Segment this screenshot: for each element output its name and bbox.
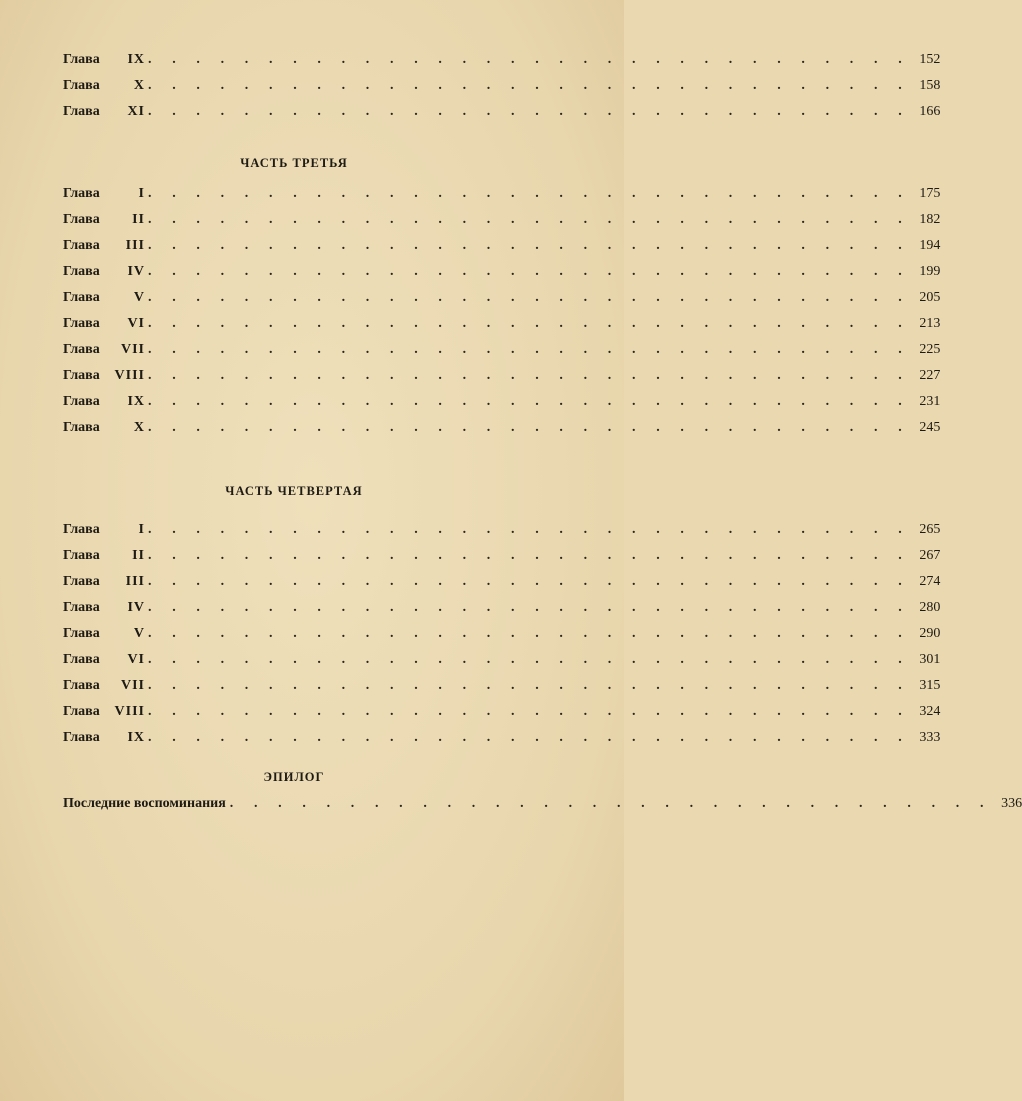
toc-entry	[63, 212, 941, 238]
chapter-number: I	[138, 186, 145, 201]
leader-dots: . . . . . . . . . . . . . . . . . . . . . . . . . . . . . . . .	[148, 264, 911, 279]
entry-label: Глава	[63, 704, 100, 719]
chapter-number: X	[133, 420, 145, 435]
toc-entry	[63, 104, 941, 130]
toc-entry	[63, 626, 941, 652]
chapter-number: VI	[127, 316, 145, 331]
table-of-contents	[63, 52, 1022, 822]
entry-label: Глава	[63, 264, 100, 279]
page-number: 175	[919, 186, 941, 201]
leader-dots: . . . . . . . . . . . . . . . . . . . . . . . . . . . . . . . .	[148, 186, 911, 201]
leader-dots: . . . . . . . . . . . . . . . . . . . . . . . . . . . . . . . .	[148, 212, 911, 227]
toc-entry	[63, 730, 941, 756]
chapter-number: IX	[127, 52, 145, 67]
page-number: 290	[919, 626, 941, 641]
leader-dots: . . . . . . . . . . . . . . . . . . . . . . . . . . . . . . . .	[148, 548, 911, 563]
toc-section-part-four	[63, 522, 941, 756]
leader-dots: . . . . . . . . . . . . . . . . . . . . . . . . . . . . . . . .	[148, 730, 911, 745]
leader-dots: . . . . . . . . . . . . . . . . . . . . . . . . . . . . . . . .	[148, 342, 911, 357]
page-number: 245	[919, 420, 941, 435]
entry-label: Глава	[63, 368, 100, 383]
toc-entry	[63, 548, 941, 574]
chapter-number: II	[132, 548, 145, 563]
entry-label: Глава	[63, 104, 100, 119]
toc-entry	[63, 394, 941, 420]
leader-dots: . . . . . . . . . . . . . . . . . . . . . . . . . . . . . . . .	[148, 574, 911, 589]
chapter-number: V	[133, 626, 145, 641]
leader-dots: . . . . . . . . . . . . . . . . . . . . . . . . . . . . . . . .	[148, 290, 911, 305]
entry-label: Глава	[63, 394, 100, 409]
toc-entry	[63, 652, 941, 678]
chapter-number: XI	[127, 104, 145, 119]
leader-dots: . . . . . . . . . . . . . . . . . . . . . . . . . . . . . . . .	[148, 394, 911, 409]
page-number: 225	[919, 342, 941, 357]
chapter-number: VI	[127, 652, 145, 667]
page-number: 231	[919, 394, 941, 409]
page-number: 265	[919, 522, 941, 537]
leader-dots: . . . . . . . . . . . . . . . . . . . . . . . . . . . . . . . .	[148, 704, 911, 719]
page-number: 274	[919, 574, 941, 589]
leader-dots: . . . . . . . . . . . . . . . . . . . . . . . . . . . . . . . .	[148, 652, 911, 667]
chapter-number: IV	[127, 264, 145, 279]
toc-entry	[63, 290, 941, 316]
toc-entry	[63, 600, 941, 626]
entry-label: Глава	[63, 212, 100, 227]
entry-label: Глава	[63, 600, 100, 615]
toc-entry	[63, 52, 941, 78]
entry-label: Глава	[63, 238, 100, 253]
page-number: 324	[919, 704, 941, 719]
chapter-number: VIII	[114, 368, 145, 383]
page-number: 267	[919, 548, 941, 563]
page-number: 152	[919, 52, 941, 67]
page-number: 194	[919, 238, 941, 253]
toc-entry	[63, 186, 941, 212]
chapter-number: III	[125, 574, 145, 589]
toc-entry	[63, 238, 941, 264]
part-three-heading: ЧАСТЬ ТРЕТЬЯ	[240, 156, 348, 170]
toc-section-continued	[63, 52, 941, 130]
page-number: 301	[919, 652, 941, 667]
entry-label: Глава	[63, 626, 100, 641]
chapter-number: IV	[127, 600, 145, 615]
entry-label: Глава	[63, 548, 100, 563]
entry-label: Глава	[63, 186, 100, 201]
page-number: 166	[919, 104, 941, 119]
chapter-number: VIII	[114, 704, 145, 719]
leader-dots: . . . . . . . . . . . . . . . . . . . . . . . . . . . . . . . .	[148, 678, 911, 693]
chapter-number: II	[132, 212, 145, 227]
chapter-number: I	[138, 522, 145, 537]
leader-dots: . . . . . . . . . . . . . . . . . . . . . . . . . . . . . . . .	[148, 52, 911, 67]
leader-dots: . . . . . . . . . . . . . . . . . . . . . . . . . . . . . . . .	[229, 796, 993, 811]
entry-label: Глава	[63, 730, 100, 745]
entry-label: Глава	[63, 574, 100, 589]
entry-label: Глава	[63, 78, 100, 93]
toc-entry	[63, 78, 941, 104]
leader-dots: . . . . . . . . . . . . . . . . . . . . . . . . . . . . . . . .	[148, 368, 911, 383]
page-number: 199	[919, 264, 941, 279]
leader-dots: . . . . . . . . . . . . . . . . . . . . . . . . . . . . . . . .	[148, 238, 911, 253]
entry-label: Глава	[63, 652, 100, 667]
leader-dots: . . . . . . . . . . . . . . . . . . . . . . . . . . . . . . . .	[148, 104, 911, 119]
entry-label: Глава	[63, 420, 100, 435]
page-number: 315	[919, 678, 941, 693]
toc-section-part-three	[63, 186, 941, 446]
toc-entry	[63, 316, 941, 342]
toc-entry	[63, 342, 941, 368]
leader-dots: . . . . . . . . . . . . . . . . . . . . . . . . . . . . . . . .	[148, 78, 911, 93]
toc-entry-epilogue	[63, 796, 1022, 822]
entry-label: Последние воспоминания	[63, 796, 226, 811]
page-number: 227	[919, 368, 941, 383]
chapter-number: IX	[127, 394, 145, 409]
toc-entry	[63, 574, 941, 600]
page-number: 158	[919, 78, 941, 93]
part-four-heading: ЧАСТЬ ЧЕТВЕРТАЯ	[225, 484, 363, 498]
leader-dots: . . . . . . . . . . . . . . . . . . . . . . . . . . . . . . . .	[148, 600, 911, 615]
entry-label: Глава	[63, 290, 100, 305]
page-number: 182	[919, 212, 941, 227]
chapter-number: III	[125, 238, 145, 253]
chapter-number: VII	[120, 678, 145, 693]
entry-label: Глава	[63, 678, 100, 693]
epilogue-heading: ЭПИЛОГ	[263, 770, 325, 784]
toc-entry	[63, 420, 941, 446]
chapter-number: X	[133, 78, 145, 93]
leader-dots: . . . . . . . . . . . . . . . . . . . . . . . . . . . . . . . .	[148, 626, 911, 641]
page-number: 336	[1001, 796, 1022, 811]
toc-entry	[63, 264, 941, 290]
entry-label: Глава	[63, 342, 100, 357]
toc-entry	[63, 368, 941, 394]
toc-entry	[63, 678, 941, 704]
page-number: 280	[919, 600, 941, 615]
toc-entry	[63, 704, 941, 730]
leader-dots: . . . . . . . . . . . . . . . . . . . . . . . . . . . . . . . .	[148, 522, 911, 537]
chapter-number: IX	[127, 730, 145, 745]
page-number: 213	[919, 316, 941, 331]
leader-dots: . . . . . . . . . . . . . . . . . . . . . . . . . . . . . . . .	[148, 420, 911, 435]
toc-entry	[63, 522, 941, 548]
page-number: 205	[919, 290, 941, 305]
leader-dots: . . . . . . . . . . . . . . . . . . . . . . . . . . . . . . . .	[148, 316, 911, 331]
entry-label: Глава	[63, 316, 100, 331]
entry-label: Глава	[63, 52, 100, 67]
chapter-number: VII	[120, 342, 145, 357]
page-number: 333	[919, 730, 941, 745]
chapter-number: V	[133, 290, 145, 305]
entry-label: Глава	[63, 522, 100, 537]
